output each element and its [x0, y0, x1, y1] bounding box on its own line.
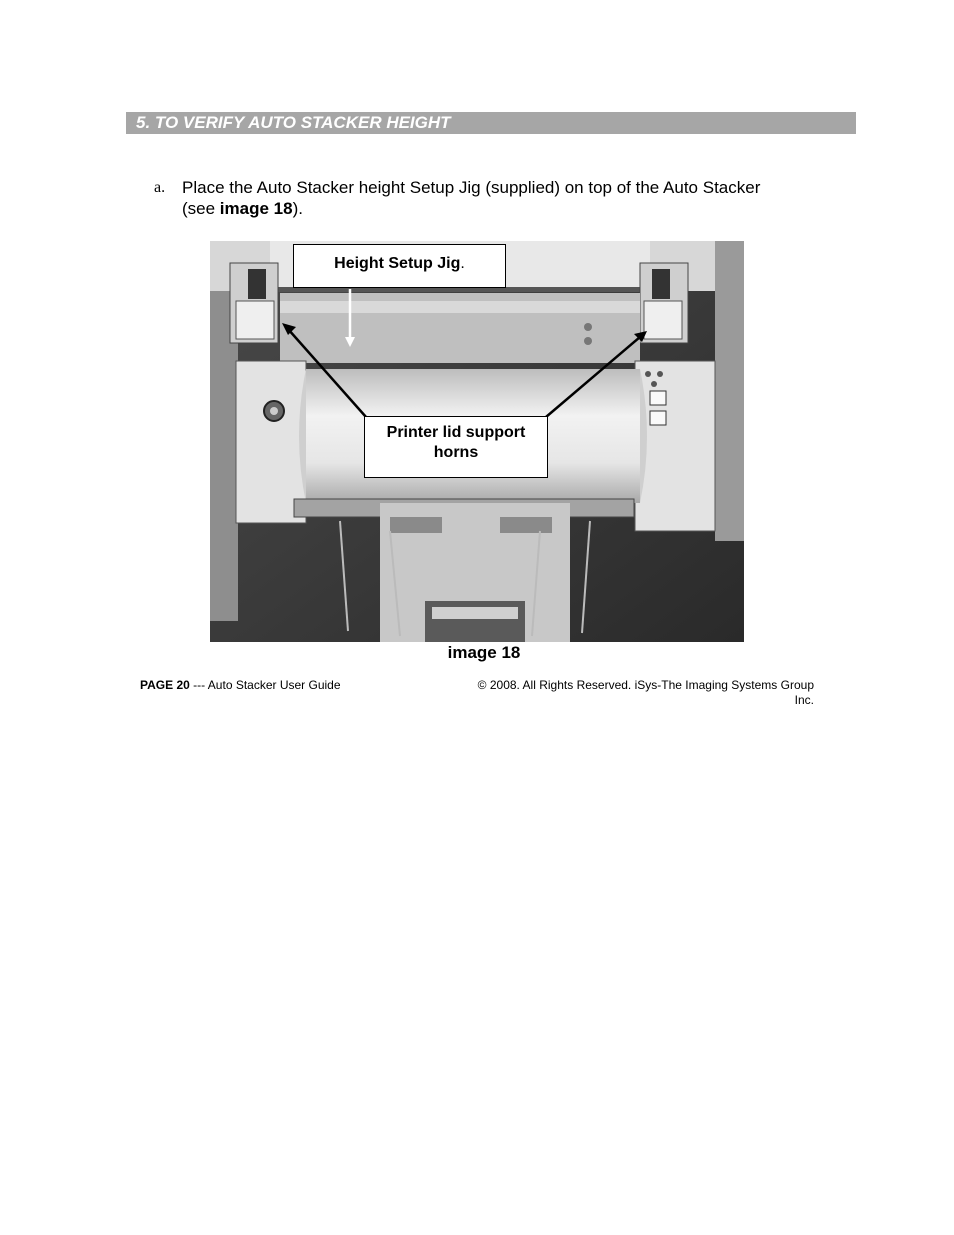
- step-text: [182, 177, 774, 219]
- height-setup-jig-label-tail: .: [460, 255, 465, 272]
- section-title: 5. TO VERIFY AUTO STACKER HEIGHT: [136, 113, 451, 132]
- footer-page-info: [140, 678, 341, 693]
- figure-caption-text: image 18: [447, 643, 521, 662]
- height-setup-jig-callout: [293, 244, 506, 288]
- height-setup-jig-label: Height Setup Jig: [334, 255, 461, 272]
- step-text-before: Place the Auto Stacker height Setup Jig (supplied) on top of the Auto Stacker (see: [182, 178, 761, 218]
- section-header-bar: [126, 112, 856, 134]
- step-text-after: ).: [292, 199, 303, 218]
- printer-lid-support-horns-callout: Printer lid support horns: [364, 416, 548, 478]
- figure-caption: [0, 642, 954, 664]
- step-letter: a.: [154, 179, 166, 196]
- step-a: [154, 177, 774, 219]
- step-image-reference: image 18: [219, 199, 293, 218]
- footer-copyright: © 2008. All Rights Reserved. iSys-The Imaging Systems Group Inc.: [477, 678, 814, 707]
- footer-guide-title: --- Auto Stacker User Guide: [189, 678, 341, 692]
- footer-page-number: PAGE 20: [140, 678, 190, 692]
